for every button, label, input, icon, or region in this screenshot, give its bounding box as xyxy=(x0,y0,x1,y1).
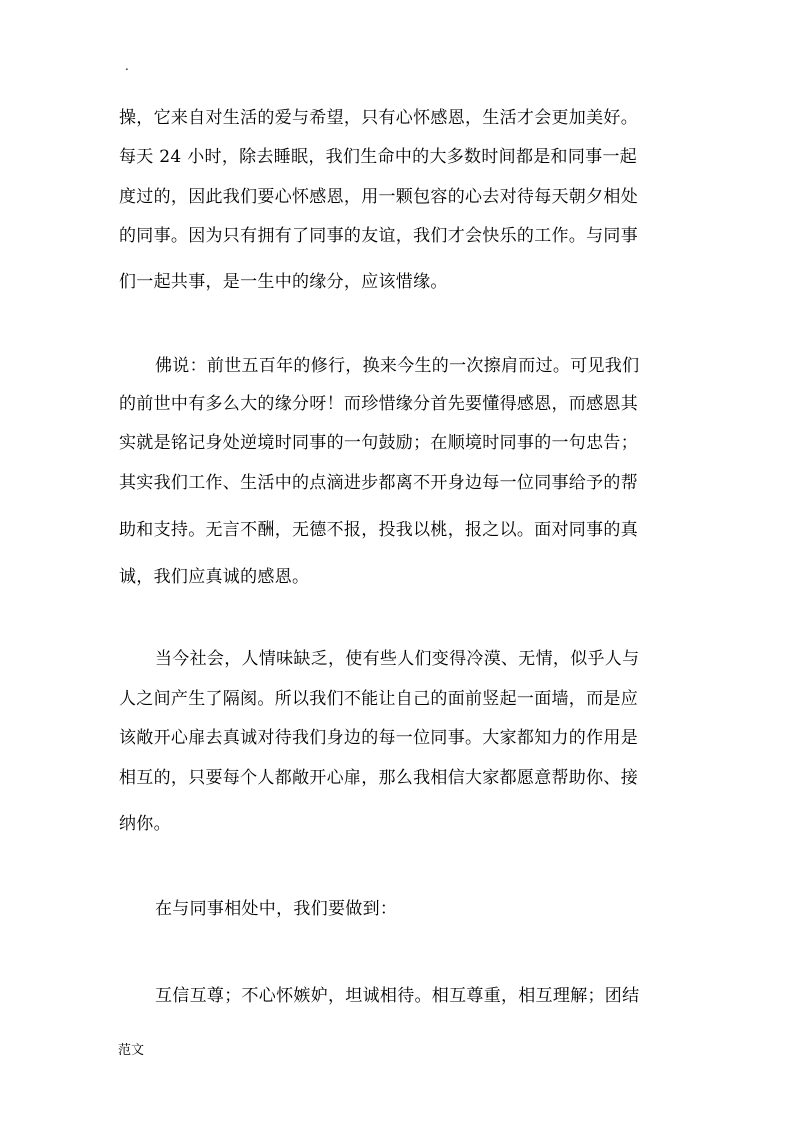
paragraph-line: 操，它来自对生活的爱与希望，只有心怀感恩，生活才会更加美好。 xyxy=(119,108,638,128)
paragraph-line: 诚，我们应真诚的感恩。 xyxy=(119,567,310,587)
paragraph-first-line: 在与同事相处中，我们要做到： xyxy=(155,899,398,919)
footer-label: 范文 xyxy=(118,1043,145,1058)
paragraph-line: 其实我们工作、生活中的点滴进步都离不开身边每一位同事给予的帮 xyxy=(119,473,638,493)
paragraph-line: 度过的，因此我们要心怀感恩，用一颗包容的心去对待每天朝夕相处 xyxy=(119,187,638,207)
paragraph-line: 该敞开心扉去真诚对待我们身边的每一位同事。大家都知力的作用是 xyxy=(119,728,638,748)
paragraph-line: 相互的，只要每个人都敞开心扉，那么我相信大家都愿意帮助你、接 xyxy=(119,768,638,788)
paragraph-line: 助和支持。无言不酬，无德不报，投我以桃，报之以。面对同事的真 xyxy=(119,520,638,540)
paragraph-line: 每天 24 小时，除去睡眠，我们生命中的大多数时间都是和同事一起 xyxy=(119,147,638,167)
header-mark: . xyxy=(125,59,129,73)
paragraph-line: 人之间产生了隔阂。所以我们不能让自己的面前竖起一面墙，而是应 xyxy=(119,689,638,709)
paragraph-line: 实就是铭记身处逆境时同事的一句鼓励；在顺境时同事的一句忠告； xyxy=(119,433,638,453)
paragraph-first-line: 互信互尊；不心怀嫉妒，坦诚相待。相互尊重，相互理解；团结 xyxy=(155,986,640,1006)
paragraph-line: 纳你。 xyxy=(119,814,171,834)
paragraph-first-line: 佛说：前世五百年的修行，换来今生的一次擦肩而过。可见我们 xyxy=(155,356,640,376)
paragraph-line: 们一起共事，是一生中的缘分，应该惜缘。 xyxy=(119,272,448,292)
paragraph-first-line: 当今社会，人情味缺乏，使有些人们变得冷漠、无情，似乎人与 xyxy=(155,649,640,669)
paragraph-line: 的前世中有多么大的缘分呀！而珍惜缘分首先要懂得感恩，而感恩其 xyxy=(119,394,638,414)
paragraph-line: 的同事。因为只有拥有了同事的友谊，我们才会快乐的工作。与同事 xyxy=(119,226,638,246)
